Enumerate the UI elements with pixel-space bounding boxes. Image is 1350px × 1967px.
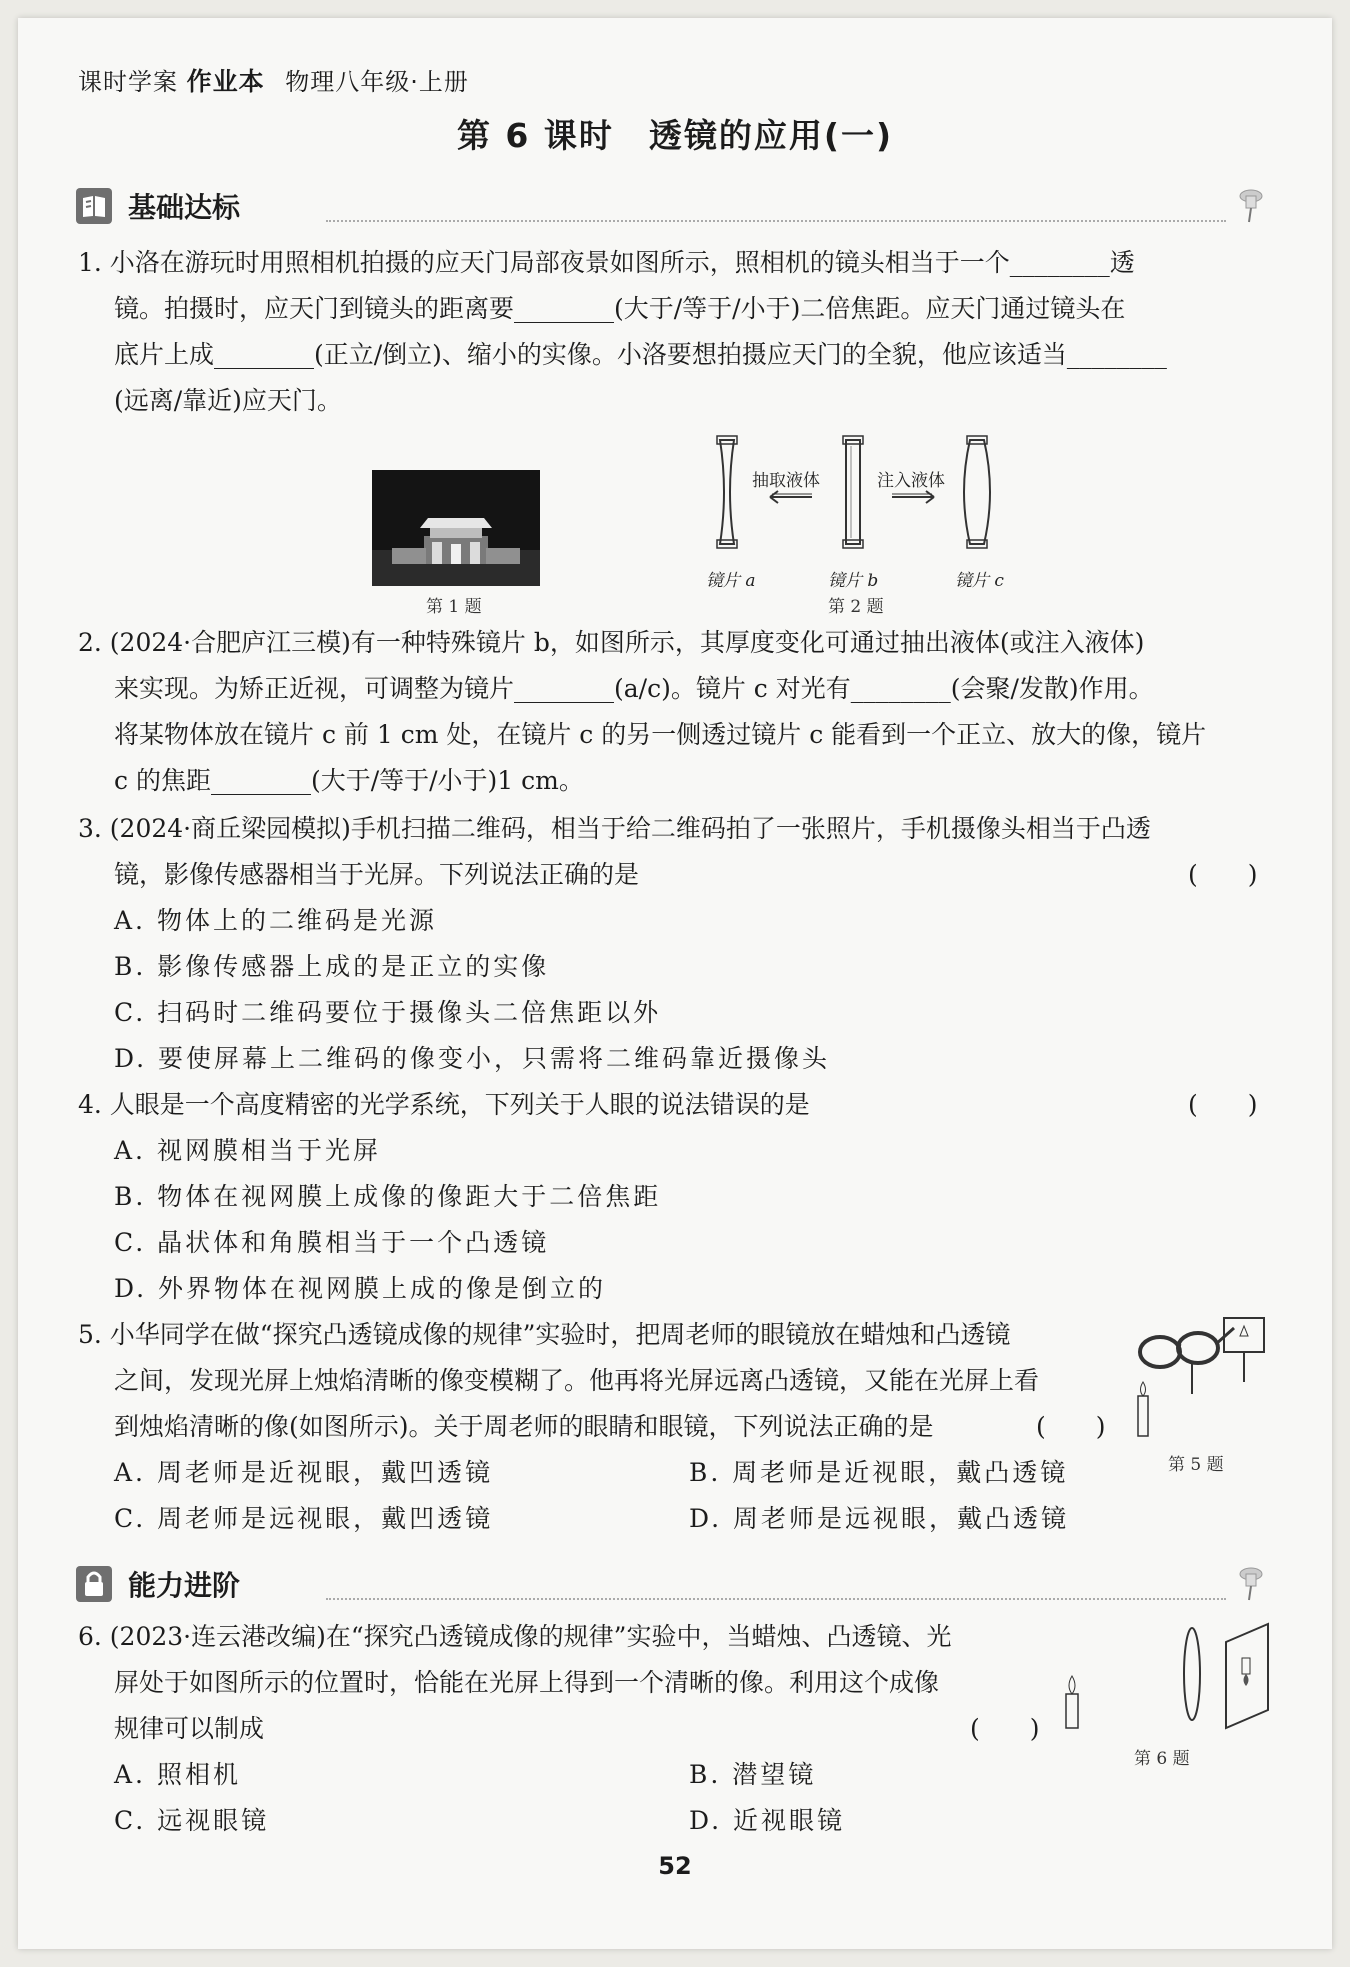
glasses-experiment-figure: [1134, 1310, 1274, 1445]
figure-caption: 第 2 题: [828, 597, 884, 617]
section-basic: [76, 182, 1266, 232]
section-title: 能力进阶: [128, 1569, 241, 1602]
header-subject: 物理八年级·上册: [285, 68, 469, 96]
option-b: B. 物体在视网膜上成像的像距大于二倍焦距: [114, 1182, 662, 1211]
arrow-label-inject: 注入液体: [877, 471, 945, 491]
candle-lens-screen-figure: [1058, 1618, 1278, 1738]
question-5: [78, 1312, 1039, 1450]
question-6: [78, 1614, 951, 1752]
option-d: D. 周老师是远视眼，戴凸透镜: [689, 1504, 1070, 1533]
question-line: 6. (2023·连云港改编)在“探究凸透镜成像的规律”实验中，当蜡烛、凸透镜、光: [78, 1622, 952, 1651]
question-line: 将某物体放在镜片 c 前 1 cm 处，在镜片 c 的另一侧透过镜片 c 能看到一个正立、放大的像，镜片: [114, 720, 1207, 749]
figure-caption: 第 5 题: [1168, 1455, 1224, 1475]
lock-icon: [76, 1566, 112, 1602]
answer-parentheses: ( ): [1188, 860, 1258, 889]
option-b: B. 潜望镜: [689, 1760, 817, 1789]
lesson-title: 第 6 课时 透镜的应用(一): [456, 116, 894, 155]
question-4: [78, 1082, 810, 1312]
question-line: 5. 小华同学在做“探究凸透镜成像的规律”实验时，把周老师的眼镜放在蜡烛和凸透镜: [78, 1320, 1011, 1349]
option-a: A. 视网膜相当于光屏: [114, 1136, 381, 1165]
section-title: 基础达标: [128, 191, 241, 224]
question-line: 来实现。为矫正近视，可调整为镜片________(a/c)。镜片 c 对光有________(会聚/发散)作用。: [114, 674, 1154, 703]
question-line: 之间，发现光屏上烛焰清晰的像变模糊了。他再将光屏远离凸透镜，又能在光屏上看: [114, 1366, 1040, 1395]
section-advanced: [76, 1560, 1266, 1610]
header-series: 课时学案: [78, 68, 178, 96]
option-c: C. 扫码时二维码要位于摄像头二倍焦距以外: [114, 998, 662, 1027]
page-number: 52: [658, 1852, 692, 1880]
answer-parentheses: ( ): [1036, 1412, 1106, 1441]
lens-a-label: 镜片 a: [706, 571, 756, 591]
book-icon: [76, 188, 112, 224]
option-b: B. 影像传感器上成的是正立的实像: [114, 952, 550, 981]
question-line: (远离/靠近)应天门。: [114, 386, 342, 415]
question-line: 屏处于如图所示的位置时，恰能在光屏上得到一个清晰的像。利用这个成像: [114, 1668, 940, 1697]
divider: [326, 1598, 1226, 1600]
pushpin-icon: [1236, 1564, 1266, 1608]
pushpin-icon: [1236, 186, 1266, 230]
option-a: A. 照相机: [114, 1760, 241, 1789]
question-2: [78, 620, 1206, 804]
figure-caption: 第 1 题: [426, 597, 482, 617]
question-line: 到烛焰清晰的像(如图所示)。关于周老师的眼睛和眼镜，下列说法正确的是: [114, 1412, 934, 1441]
question-line: 1. 小洛在游玩时用照相机拍摄的应天门局部夜景如图所示，照相机的镜头相当于一个________透: [78, 248, 1135, 277]
option-d: D. 近视眼镜: [689, 1806, 846, 1835]
night-gate-photo: [372, 470, 540, 586]
question-1: [78, 240, 1167, 424]
option-a: A. 物体上的二维码是光源: [114, 906, 437, 935]
question-line: 规律可以制成: [114, 1714, 265, 1743]
header-series-bold: 作业本: [186, 67, 265, 96]
arrow-label-extract: 抽取液体: [752, 471, 820, 491]
question-line: c 的焦距________(大于/等于/小于)1 cm。: [114, 766, 584, 795]
option-b: B. 周老师是近视眼，戴凸透镜: [689, 1458, 1069, 1487]
answer-parentheses: ( ): [1188, 1090, 1258, 1119]
question-line: 镜。拍摄时，应天门到镜头的距离要________(大于/等于/小于)二倍焦距。应天门通过镜头在: [114, 294, 1126, 323]
question-line: 4. 人眼是一个高度精密的光学系统，下列关于人眼的说法错误的是: [78, 1090, 810, 1119]
book-header: [78, 62, 469, 98]
option-c: C. 周老师是远视眼，戴凹透镜: [114, 1504, 494, 1533]
figure-caption: 第 6 题: [1134, 1749, 1190, 1769]
option-c: C. 晶状体和角膜相当于一个凸透镜: [114, 1228, 550, 1257]
option-a: A. 周老师是近视眼，戴凹透镜: [114, 1458, 493, 1487]
question-line: 2. (2024·合肥庐江三模)有一种特殊镜片 b，如图所示，其厚度变化可通过抽出液体(或注入液体): [78, 628, 1145, 657]
divider: [326, 220, 1226, 222]
option-d: D. 要使屏幕上二维码的像变小，只需将二维码靠近摄像头: [114, 1044, 831, 1073]
option-d: D. 外界物体在视网膜上成的像是倒立的: [114, 1274, 607, 1303]
question-3: [78, 806, 1151, 1082]
question-line: 底片上成________(正立/倒立)、缩小的实像。小洛要想拍摄应天门的全貌，他应该适当________: [114, 340, 1167, 369]
lens-c-label: 镜片 c: [955, 571, 1004, 591]
lens-b-label: 镜片 b: [828, 571, 879, 591]
question-line: 3. (2024·商丘梁园模拟)手机扫描二维码，相当于给二维码拍了一张照片，手机摄像头相当于凸透: [78, 814, 1151, 843]
answer-parentheses: ( ): [970, 1714, 1040, 1743]
option-c: C. 远视眼镜: [114, 1806, 270, 1835]
question-line: 镜，影像传感器相当于光屏。下列说法正确的是: [114, 860, 640, 889]
